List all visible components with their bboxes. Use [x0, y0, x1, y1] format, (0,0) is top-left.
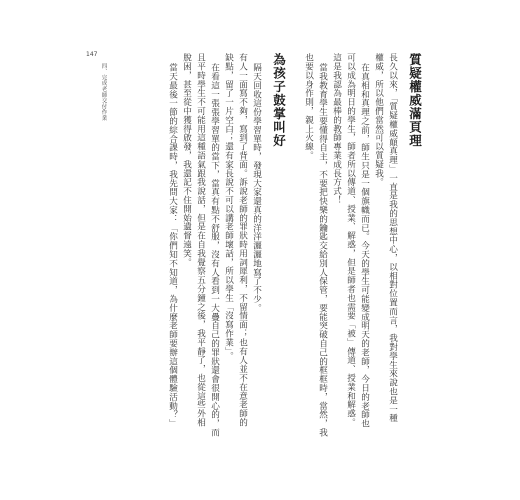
section2-line-3: 缺點，留了一片空白；還有家長說不可以講老師壞話，所以學生「沒寫作業」。 — [223, 53, 234, 361]
chapter-header: 四、完成老師交付作業 — [100, 63, 107, 121]
section1-line-4: 可以成為明日的學生，師者所以傳道、授業、解惑，但是師者也需要「被」傳道、授業和解惑。 — [345, 53, 356, 427]
book-page — [82, 45, 442, 455]
section2-line-1: 隔天回收這份學習單時，發現大家還真的洋洋灑灑地寫了不少。 — [251, 63, 262, 313]
section2-line-6: 脫困，甚至從中獲得啟發，我還記不住開始遺督遠笑。 — [181, 53, 192, 267]
section-heading-1: 質疑權威滿頁理 — [407, 53, 423, 148]
section1-line-2: 權威，所以他們當然可以質疑我。 — [373, 53, 384, 187]
section2-line-7: 當天最後一節的綜合課時，我先問大家：「你們知不知道，為什麼老師要辦這個體驗活動？」 — [167, 63, 178, 428]
section2-line-5: 且平時學生不可能用這種語氣跟我說話，但是在自我覺察五分鐘之後，我平靜了，也從這些外相 — [195, 53, 206, 427]
section1-line-3: 在真相和真理之前，師生只是一個旗幟而已。今天的學生可能變成明天的老師，今日的老師也 — [359, 63, 370, 428]
section1-line-5: 這是我認為最棒的教師專業成長方式！ — [331, 53, 342, 205]
section-heading-2: 為孩子鼓掌叫好 — [271, 53, 287, 148]
section2-line-4: 在看這一張張學習單的當下，當真有點不舒服，沒有人看到一大疊自己的罪狀還會很開心的，而 — [209, 63, 220, 437]
section1-line-6: 當我教育學生要懂得自主，不要把快樂的鑰匙交給別人保管，要能突破自己的框框時，當然，我 — [317, 63, 328, 437]
section1-line-7: 也要以身作則，親上火線。 — [303, 53, 314, 160]
page-number: 147 — [86, 51, 98, 58]
section2-line-2: 有人一面寫不夠，寫到了背面。訴說老師的罪狀時用詞犀利，不留情面；也有人並不在意老師的 — [237, 53, 248, 427]
section1-line-1: 長久以來，「質疑權威顛真理」一直是我的思想中心，以相對位置而言，我對學生來說也是一種 — [387, 53, 398, 423]
